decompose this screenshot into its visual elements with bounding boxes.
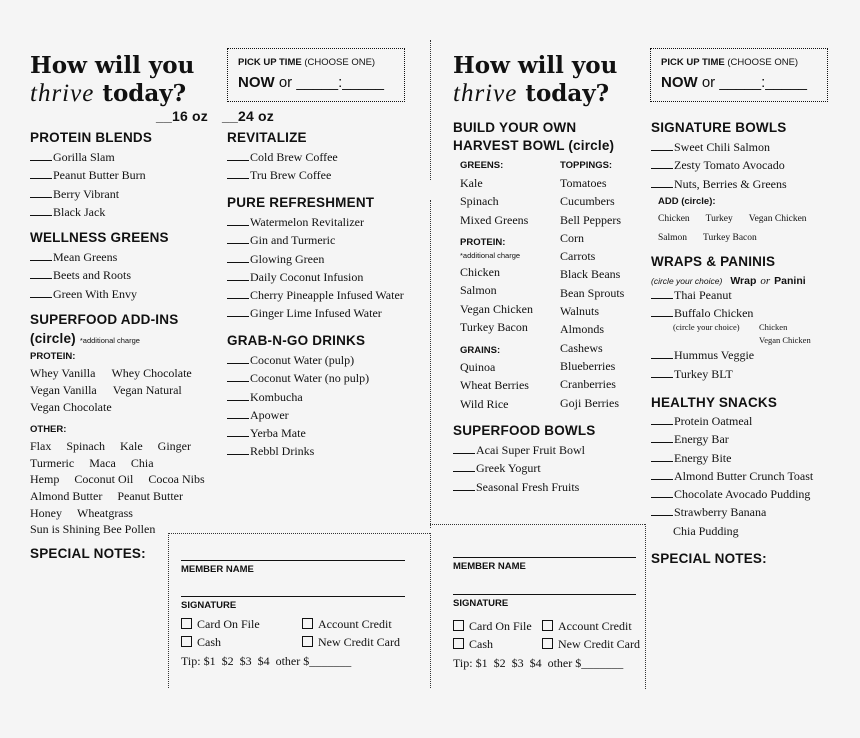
blank-line[interactable]: [30, 186, 52, 198]
list-item[interactable]: Energy Bar: [651, 430, 813, 448]
size-24oz[interactable]: __24 oz: [222, 108, 274, 124]
heading-revitalize: REVITALIZE: [227, 130, 307, 145]
center-divider-top: [430, 40, 431, 180]
list-healthy-snacks: [651, 412, 813, 522]
addins-protein-label: PROTEIN:: [30, 351, 76, 362]
blank-line[interactable]: [227, 251, 249, 263]
blank-line[interactable]: [30, 167, 52, 179]
list-item[interactable]: Berry Vibrant: [30, 185, 146, 203]
list-item: Black Beans: [560, 267, 621, 282]
checkbox-icon[interactable]: [302, 636, 313, 647]
addins-other-row3: Hemp Coconut Oil Cocoa Nibs: [30, 472, 205, 486]
signature-line-left[interactable]: [181, 596, 405, 597]
checkbox-icon[interactable]: [542, 620, 553, 631]
heading-harvest-bowl: HARVEST BOWL (circle): [453, 138, 615, 153]
blank-line[interactable]: [227, 232, 249, 244]
list-item[interactable]: Green With Envy: [30, 285, 137, 303]
heading-wraps-paninis: WRAPS & PANINIS: [651, 254, 776, 269]
addins-protein-row3: Vegan Chocolate: [30, 400, 112, 414]
list-item: Wild Rice: [460, 396, 509, 411]
addins-other-row2: Turmeric Maca Chia: [30, 456, 154, 470]
list-item: Cucumbers: [560, 194, 615, 209]
list-item[interactable]: Zesty Tomato Avocado: [651, 156, 787, 174]
member-box-top-border-right: [430, 524, 645, 525]
blank-line[interactable]: [30, 249, 52, 261]
protein-label: PROTEIN:: [460, 237, 506, 248]
heading-healthy-snacks: HEALTHY SNACKS: [651, 395, 778, 410]
list-item[interactable]: Greek Yogurt: [453, 459, 585, 477]
blank-line[interactable]: [651, 176, 673, 188]
list-item[interactable]: Rebbl Drinks: [227, 442, 369, 460]
list-item: Carrots: [560, 249, 596, 264]
list-greens: [460, 174, 528, 229]
list-item: Kale: [460, 176, 483, 190]
wraps-item-hummus[interactable]: Hummus Veggie: [651, 346, 754, 364]
list-item: Turkey Bacon: [460, 319, 528, 334]
heading-pure-refreshment: PURE REFRESHMENT: [227, 195, 375, 210]
title-today: today?: [102, 80, 187, 107]
wraps-item-thai-peanut[interactable]: Thai Peanut: [651, 286, 732, 304]
blank-line[interactable]: [651, 139, 673, 151]
list-item[interactable]: Ginger Lime Infused Water: [227, 304, 404, 322]
title-today: today?: [525, 80, 610, 107]
wraps-item-turkey-blt[interactable]: Turkey BLT: [651, 365, 733, 383]
list-item: Bean Sprouts: [560, 285, 625, 300]
pickup-now: NOW or _____:_____: [661, 74, 807, 91]
blank-line[interactable]: [30, 267, 52, 279]
checkbox-icon[interactable]: [453, 638, 464, 649]
member-box-right-border: [645, 524, 646, 689]
checkbox-icon[interactable]: [302, 618, 313, 629]
list-item: Almonds: [560, 322, 605, 337]
list-revitalize: [227, 148, 338, 185]
list-item[interactable]: Yerba Mate: [227, 424, 369, 442]
list-item[interactable]: Seasonal Fresh Fruits: [453, 478, 585, 496]
card-on-file-left[interactable]: Card On File: [181, 617, 260, 632]
new-credit-card-left[interactable]: New Credit Card: [302, 635, 400, 650]
list-item[interactable]: Sweet Chili Salmon: [651, 138, 787, 156]
special-notes-left: SPECIAL NOTES:: [30, 546, 146, 561]
list-item[interactable]: Cherry Pineapple Infused Water: [227, 286, 404, 304]
addins-other-label: OTHER:: [30, 424, 67, 435]
blank-line[interactable]: [227, 352, 249, 364]
pickup-time-box-right[interactable]: [650, 48, 828, 102]
list-item[interactable]: Coconut Water (no pulp): [227, 369, 369, 387]
list-item[interactable]: Chocolate Avocado Pudding: [651, 485, 813, 503]
checkbox-icon[interactable]: [453, 620, 464, 631]
heading-wellness-greens: WELLNESS GREENS: [30, 230, 169, 245]
blank-line[interactable]: [30, 149, 52, 161]
blank-line[interactable]: [651, 468, 673, 480]
list-item[interactable]: Black Jack: [30, 203, 146, 221]
title-line1-left: How will you: [30, 52, 195, 79]
list-signature-bowls: [651, 138, 787, 193]
pickup-now: NOW or _____:_____: [238, 74, 384, 91]
list-item: Blueberries: [560, 358, 616, 373]
list-item[interactable]: Apower: [227, 406, 369, 424]
list-item[interactable]: Tru Brew Coffee: [227, 166, 338, 184]
blank-line[interactable]: [227, 269, 249, 281]
size-16oz[interactable]: __16 oz: [156, 108, 208, 124]
heading-superfood-addins: SUPERFOOD ADD-INS: [30, 312, 179, 327]
list-item[interactable]: Nuts, Berries & Greens: [651, 175, 787, 193]
list-item: Salmon: [460, 283, 497, 298]
blank-line[interactable]: [453, 442, 475, 454]
heading-protein-blends: PROTEIN BLENDS: [30, 130, 153, 145]
title-line2-left: [30, 80, 186, 108]
blank-line[interactable]: [227, 425, 249, 437]
list-item: Goji Berries: [560, 395, 619, 410]
pickup-label: PICK UP TIME (CHOOSE ONE): [238, 57, 376, 68]
signature-line-right[interactable]: [453, 594, 636, 595]
list-toppings: [560, 174, 624, 412]
wraps-item-buffalo-chicken[interactable]: Buffalo Chicken: [651, 304, 753, 322]
list-protein-blends: [30, 148, 146, 221]
heading-signature-bowls: SIGNATURE BOWLS: [651, 120, 787, 135]
buffalo-opt-chicken: Chicken: [759, 322, 788, 332]
cash-right[interactable]: Cash: [453, 637, 493, 652]
addins-circle-note: (circle) *additional charge: [30, 331, 140, 346]
list-item[interactable]: Daily Coconut Infusion: [227, 268, 404, 286]
blank-line[interactable]: [453, 460, 475, 472]
list-item[interactable]: Strawberry Banana: [651, 503, 813, 521]
signature-label-left: SIGNATURE: [181, 600, 237, 611]
list-item[interactable]: Gorilla Slam: [30, 148, 146, 166]
list-item: Mixed Greens: [460, 212, 529, 227]
blank-line[interactable]: [651, 450, 673, 462]
list-item[interactable]: Gin and Turmeric: [227, 231, 404, 249]
buffalo-opt-vegan: Vegan Chicken: [759, 335, 811, 345]
list-item: Wheat Berries: [460, 378, 529, 393]
tip-line-right[interactable]: Tip: $1 $2 $3 $4 other $_______: [453, 656, 624, 670]
toppings-label: TOPPINGS:: [560, 160, 613, 171]
member-name-line-left[interactable]: [181, 560, 405, 561]
add-row2: Salmon Turkey Bacon: [658, 233, 757, 243]
list-item[interactable]: Kombucha: [227, 388, 369, 406]
blank-line[interactable]: [651, 504, 673, 516]
blank-line[interactable]: [651, 413, 673, 425]
signature-label-right: SIGNATURE: [453, 598, 509, 609]
list-item: Tomatoes: [560, 176, 607, 190]
addins-protein-row2: Vegan Vanilla Vegan Natural: [30, 383, 182, 397]
checkbox-icon[interactable]: [181, 618, 192, 629]
wraps-choice-row: (circle your choice) Wrap or Panini: [651, 275, 806, 287]
checkbox-icon[interactable]: [181, 636, 192, 647]
account-credit-left[interactable]: Account Credit: [302, 617, 392, 632]
card-on-file-right[interactable]: Card On File: [453, 619, 532, 634]
list-grab-n-go: [227, 351, 369, 461]
pickup-label: PICK UP TIME (CHOOSE ONE): [661, 57, 799, 68]
list-bowl-protein: [460, 263, 533, 336]
greens-label: GREENS:: [460, 160, 504, 171]
list-item: Vegan Chicken: [460, 301, 533, 316]
blank-line[interactable]: [227, 149, 249, 161]
blank-line[interactable]: [30, 286, 52, 298]
member-box-top-border-left: [168, 533, 430, 534]
snack-chia-pudding: Chia Pudding: [673, 524, 739, 538]
heading-grab-n-go: GRAB-N-GO DRINKS: [227, 333, 366, 348]
blank-line[interactable]: [227, 389, 249, 401]
member-name-label-right: MEMBER NAME: [453, 561, 526, 572]
blank-line[interactable]: [227, 287, 249, 299]
add-row1: Chicken Turkey Vegan Chicken: [658, 214, 807, 224]
list-superfood-bowls: [453, 441, 585, 496]
pickup-time-box-left[interactable]: [227, 48, 405, 102]
list-pure-refreshment: [227, 213, 404, 323]
list-item: Bell Peppers: [560, 212, 621, 227]
list-item: Cranberries: [560, 377, 616, 392]
blank-line[interactable]: [651, 157, 673, 169]
blank-line[interactable]: [227, 407, 249, 419]
blank-line[interactable]: [227, 167, 249, 179]
list-item[interactable]: Beets and Roots: [30, 266, 137, 284]
checkbox-icon[interactable]: [542, 638, 553, 649]
grains-label: GRAINS:: [460, 345, 501, 356]
list-item: Walnuts: [560, 304, 600, 319]
addins-other-row4: Almond Butter Peanut Butter: [30, 489, 183, 503]
list-wellness-greens: [30, 248, 137, 303]
list-item[interactable]: Almond Butter Crunch Toast: [651, 467, 813, 485]
thrive-logo: thrive: [453, 80, 518, 107]
center-divider-mid: [430, 200, 431, 528]
title-line2-right: [453, 80, 609, 108]
member-box-left-border: [168, 533, 169, 688]
list-item[interactable]: Coconut Water (pulp): [227, 351, 369, 369]
heading-superfood-bowls: SUPERFOOD BOWLS: [453, 423, 596, 438]
list-item[interactable]: Watermelon Revitalizer: [227, 213, 404, 231]
title-line1-right: How will you: [453, 52, 618, 79]
special-notes-right: SPECIAL NOTES:: [651, 551, 767, 566]
blank-line[interactable]: [30, 204, 52, 216]
list-item[interactable]: Protein Oatmeal: [651, 412, 813, 430]
protein-extra-note: *additional charge: [460, 251, 521, 260]
cash-left[interactable]: Cash: [181, 635, 221, 650]
addins-protein-row1: Whey Vanilla Whey Chocolate: [30, 366, 192, 380]
list-item: Corn: [560, 230, 584, 245]
list-item[interactable]: Mean Greens: [30, 248, 137, 266]
blank-line[interactable]: [227, 370, 249, 382]
account-credit-right[interactable]: Account Credit: [542, 619, 632, 634]
list-item: Spinach: [460, 194, 499, 209]
heading-build-your-own: BUILD YOUR OWN: [453, 120, 577, 135]
list-grains: [460, 358, 529, 413]
blank-line[interactable]: [453, 479, 475, 491]
blank-line[interactable]: [227, 214, 249, 226]
member-name-label-left: MEMBER NAME: [181, 564, 254, 575]
blank-line[interactable]: [651, 486, 673, 498]
center-divider-bottom: [430, 533, 431, 688]
blank-line[interactable]: [227, 443, 249, 455]
list-item[interactable]: Acai Super Fruit Bowl: [453, 441, 585, 459]
addins-other-row6: Sun is Shining Bee Pollen: [30, 522, 156, 536]
list-item: Chicken: [460, 265, 500, 279]
list-item[interactable]: Energy Bite: [651, 449, 813, 467]
member-name-line-right[interactable]: [453, 557, 636, 558]
add-circle-label: ADD (circle):: [658, 196, 716, 207]
list-item: Cashews: [560, 340, 603, 355]
list-item[interactable]: Glowing Green: [227, 250, 404, 268]
thrive-logo: thrive: [30, 80, 95, 107]
buffalo-choice-note: (circle your choice): [673, 322, 740, 332]
tip-line-left[interactable]: Tip: $1 $2 $3 $4 other $_______: [181, 654, 352, 668]
addins-other-row1: Flax Spinach Kale Ginger: [30, 439, 191, 453]
list-item[interactable]: Peanut Butter Burn: [30, 166, 146, 184]
addins-other-row5: Honey Wheatgrass: [30, 506, 133, 520]
new-credit-card-right[interactable]: New Credit Card: [542, 637, 640, 652]
list-item[interactable]: Cold Brew Coffee: [227, 148, 338, 166]
blank-line[interactable]: [651, 431, 673, 443]
list-item: Quinoa: [460, 360, 496, 374]
blank-line[interactable]: [227, 305, 249, 317]
